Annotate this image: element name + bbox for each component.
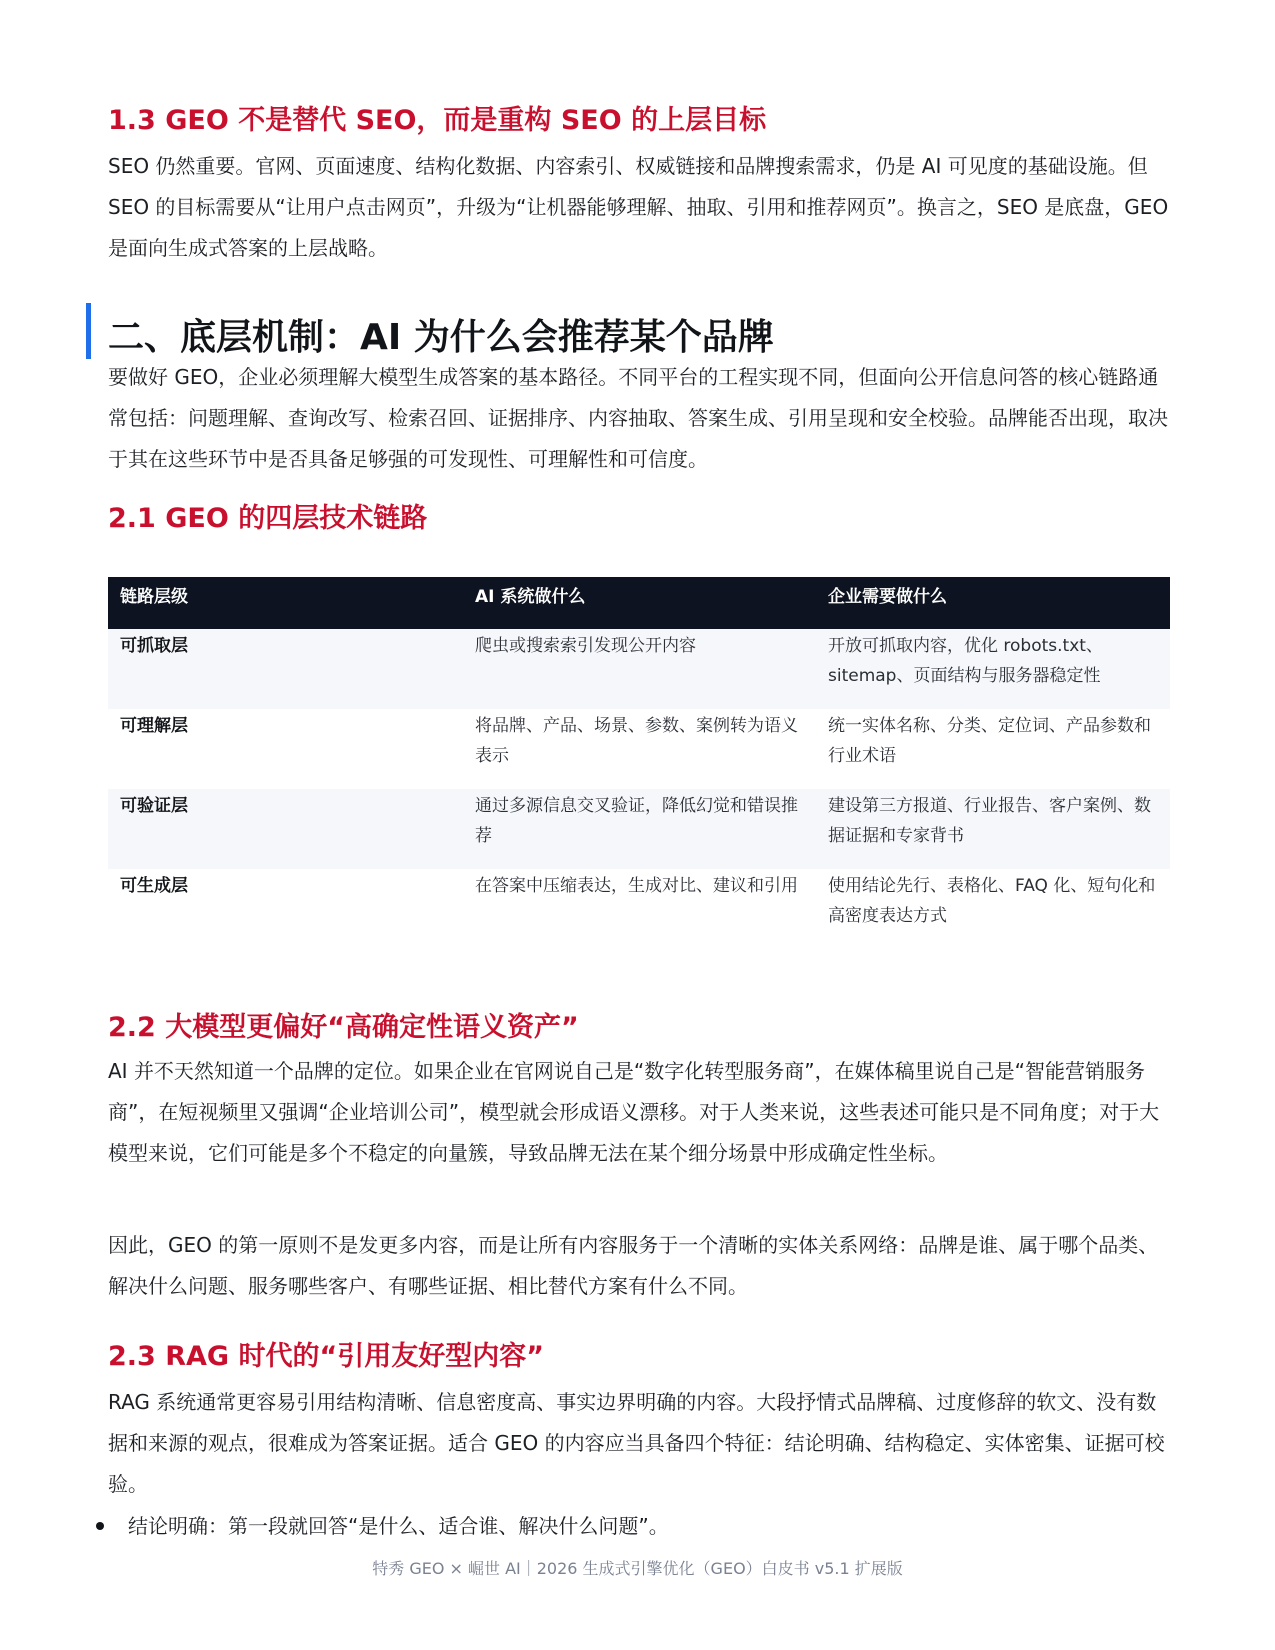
list-item — [96, 1508, 669, 1544]
table-row — [108, 869, 1170, 949]
table-cell: 在答案中压缩表达，生成对比、建议和引用 — [475, 876, 798, 896]
table-cell-level: 可验证层 — [108, 789, 463, 869]
table-cell: 统一实体名称、分类、定位词、产品参数和行业术语 — [828, 716, 1151, 766]
table-header-cell: AI 系统做什么 — [463, 577, 816, 629]
page-footer: 特秀 GEO × 崛世 AI｜2026 生成式引擎优化（GEO）白皮书 v5.1 扩展版 — [372, 1559, 903, 1578]
chapter-body-2: 要做好 GEO，企业必须理解大模型生成答案的基本路径。不同平台的工程实现不同，但面向公开信息问答的核心链路通常包括：问题理解、查询改写、检索召回、证据排序、内容抽取、答案生成、引用呈现和安全校验。品牌能否出现，取决于其在这些环节中是否具备足够强的可发现性、可理解性和可信度。 — [108, 365, 1168, 471]
section-body-2-2-b: 因此，GEO 的第一原则不是发更多内容，而是让所有内容服务于一个清晰的实体关系网络：品牌是谁、属于哪个品类、解决什么问题、服务哪些客户、有哪些证据、相比替代方案有什么不同。 — [108, 1233, 1159, 1298]
table-row — [108, 789, 1170, 869]
table-cell-level: 可抓取层 — [108, 629, 463, 709]
table-row — [108, 629, 1170, 709]
section-body-1-3: SEO 仍然重要。官网、页面速度、结构化数据、内容索引、权威链接和品牌搜索需求，仍是 AI 可见度的基础设施。但 SEO 的目标需要从“让用户点击网页”，升级为“让机器能够理解、抽取、引用和推荐网页”。换言之，SEO 是底盘，GEO 是面向生成式答案的上层战略。 — [108, 154, 1169, 260]
table-cell: 爬虫或搜索索引发现公开内容 — [463, 629, 816, 709]
section-heading-2-2: 2.2 大模型更偏好“高确定性语义资产” — [108, 1012, 579, 1043]
section-heading-1-3: 1.3 GEO 不是替代 SEO，而是重构 SEO 的上层目标 — [108, 105, 767, 136]
table-cell-level: 可理解层 — [120, 716, 188, 736]
table-header-cell: 企业需要做什么 — [816, 577, 1170, 629]
section-body-2-3: RAG 系统通常更容易引用结构清晰、信息密度高、事实边界明确的内容。大段抒情式品牌稿、过度修辞的软文、没有数据和来源的观点，很难成为答案证据。适合 GEO 的内容应当具备四个特征：结论明确、结构稳定、实体密集、证据可校验。 — [108, 1390, 1165, 1496]
heading-accent-bar — [86, 303, 91, 359]
table-header-row — [108, 577, 1170, 629]
section-heading-2-1: 2.1 GEO 的四层技术链路 — [108, 503, 428, 534]
table-header-cell: 链路层级 — [108, 577, 463, 629]
bullet-dot-icon — [96, 1522, 104, 1530]
list-item-text: 结论明确：第一段就回答“是什么、适合谁、解决什么问题”。 — [128, 1514, 669, 1538]
table-cell: 使用结论先行、表格化、FAQ 化、短句化和高密度表达方式 — [828, 876, 1156, 926]
table-cell-level: 可生成层 — [120, 876, 188, 896]
table-row — [108, 709, 1170, 789]
table-cell: 开放可抓取内容，优化 robots.txt、sitemap、页面结构与服务器稳定性 — [816, 629, 1170, 709]
table-cell: 将品牌、产品、场景、参数、案例转为语义表示 — [475, 716, 798, 766]
chapter-heading-2: 二、底层机制：AI 为什么会推荐某个品牌 — [108, 317, 774, 358]
section-body-2-2-a: AI 并不天然知道一个品牌的定位。如果企业在官网说自己是“数字化转型服务商”，在媒体稿里说自己是“智能营销服务商”，在短视频里又强调“企业培训公司”，模型就会形成语义漂移。对于人类来说，这些表述可能只是不同角度；对于大模型来说，它们可能是多个不稳定的向量簇，导致品牌无法在某个细分场景中形成确定性坐标。 — [108, 1059, 1160, 1165]
section-heading-2-3: 2.3 RAG 时代的“引用友好型内容” — [108, 1341, 544, 1372]
table-cell: 建设第三方报道、行业报告、客户案例、数据证据和专家背书 — [816, 789, 1170, 869]
table-cell: 通过多源信息交叉验证，降低幻觉和错误推荐 — [463, 789, 816, 869]
tech-chain-table — [108, 577, 1170, 949]
